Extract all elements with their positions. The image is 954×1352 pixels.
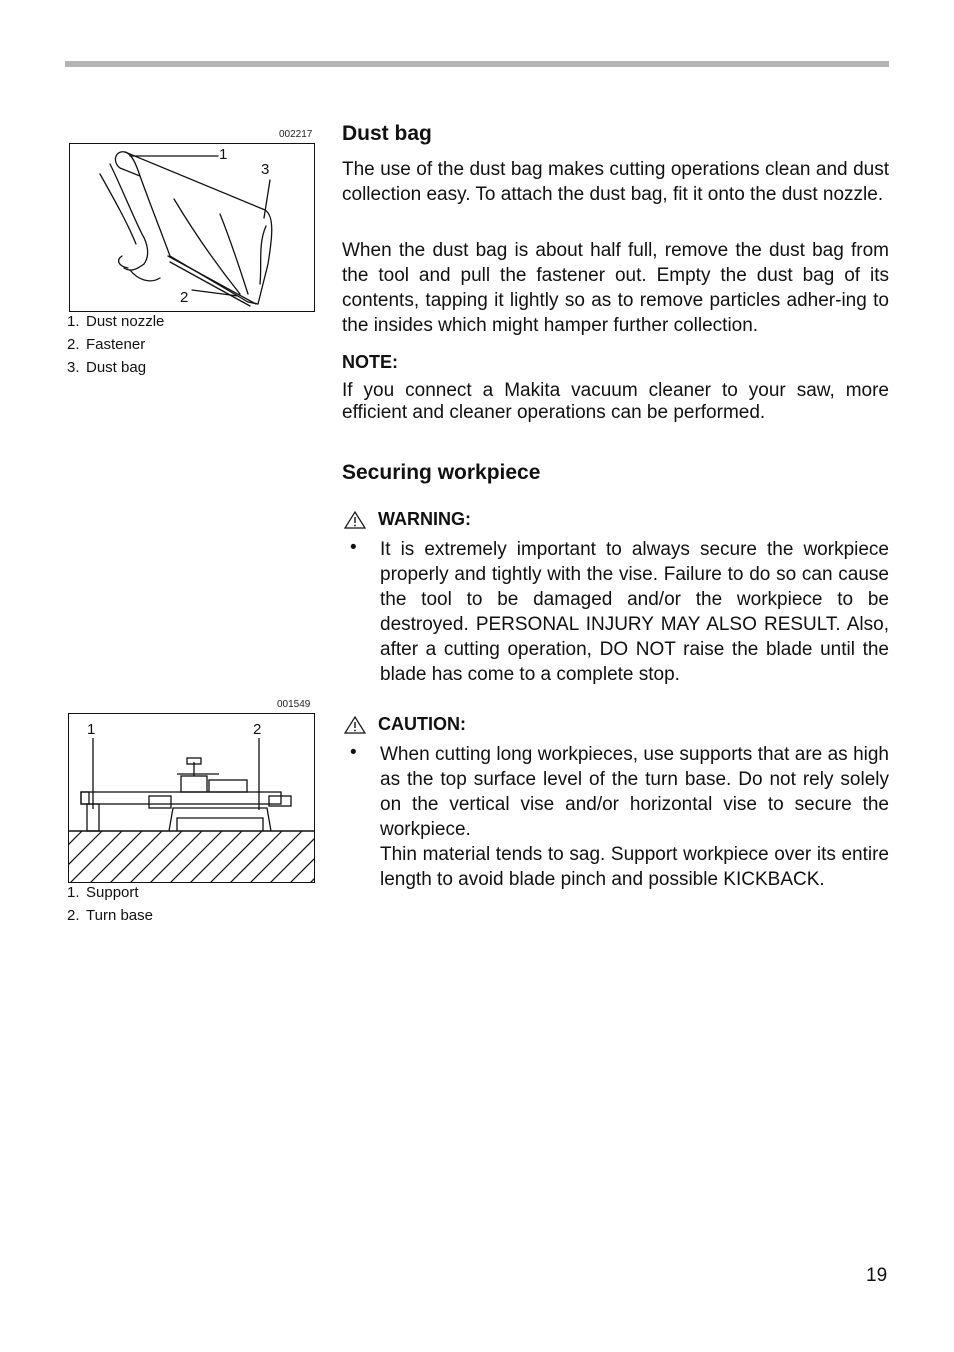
figure-code-dust-bag: 002217 xyxy=(279,129,313,140)
legend-label: Turn base xyxy=(86,907,153,924)
warning-bullet: • xyxy=(350,537,357,558)
legend-item xyxy=(67,333,164,356)
caution-bullet: • xyxy=(350,742,357,763)
warning-label: WARNING: xyxy=(378,509,471,529)
warning-triangle-icon xyxy=(344,511,366,529)
caution-label: CAUTION: xyxy=(378,714,466,734)
legend-num: 2. xyxy=(67,907,80,924)
workpiece-support-drawing xyxy=(69,714,315,883)
caution-text-1: When cutting long workpieces, use supports that are as high as the top surface level of the turn base. Do not rely solely on the vertical vise and/or horizontal vise to secure the workpiece. xyxy=(380,744,889,840)
legend-num: 1. xyxy=(67,884,80,901)
dust-bag-drawing xyxy=(70,144,315,312)
note-text: If you connect a Makita vacuum cleaner to your saw, more efficient and cleaner operations can be performed. xyxy=(342,380,889,423)
dust-bag-paragraph-1: The use of the dust bag makes cutting operations clean and dust collection easy. To attach the dust bag, fit it onto the dust nozzle. xyxy=(342,159,889,205)
page-number: 19 xyxy=(866,1265,888,1286)
legend-label: Support xyxy=(86,884,139,901)
legend-label: Fastener xyxy=(86,336,146,353)
warning-heading xyxy=(344,509,471,530)
caution-triangle-icon xyxy=(344,716,366,734)
callout-1: 1 xyxy=(219,146,228,163)
legend-item xyxy=(67,310,164,333)
legend-item xyxy=(67,356,164,379)
dust-bag-legend xyxy=(67,310,164,379)
legend-item xyxy=(67,904,153,927)
callout-3: 3 xyxy=(261,161,270,178)
workpiece-support-illustration xyxy=(68,713,315,883)
legend-num: 3. xyxy=(67,359,80,376)
caution-text-2: Thin material tends to sag. Support workpiece over its entire length to avoid blade pinch and possible KICKBACK. xyxy=(380,844,889,890)
legend-label: Dust bag xyxy=(86,359,147,376)
callout-1: 1 xyxy=(87,721,96,738)
legend-label: Dust nozzle xyxy=(86,313,165,330)
caution-heading xyxy=(344,714,466,735)
warning-text: It is extremely important to always secure the workpiece properly and tightly with the vise. Failure to do so can cause the tool to be damaged and/or the workpiece to be destroyed. PERSONAL INJURY MAY ALSO RESULT. Also, after a cutting operation, DO NOT raise the blade until the blade has come to a complete stop. xyxy=(380,539,889,685)
callout-2: 2 xyxy=(253,721,262,738)
callout-2: 2 xyxy=(180,289,189,306)
dust-bag-paragraph-2: When the dust bag is about half full, remove the dust bag from the tool and pull the fastener out. Empty the dust bag of its contents, tapping it lightly so as to remove particles adher-ing to the insides which might hamper further collection. xyxy=(342,240,889,336)
securing-workpiece-heading: Securing workpiece xyxy=(342,461,541,484)
figure-code-workpiece: 001549 xyxy=(277,699,311,710)
legend-item xyxy=(67,881,153,904)
legend-num: 2. xyxy=(67,336,80,353)
workpiece-legend xyxy=(67,881,153,927)
dust-bag-illustration xyxy=(69,143,315,312)
dust-bag-heading: Dust bag xyxy=(342,122,432,145)
legend-num: 1. xyxy=(67,313,80,330)
header-rule xyxy=(65,61,889,67)
note-heading: NOTE: xyxy=(342,352,398,372)
